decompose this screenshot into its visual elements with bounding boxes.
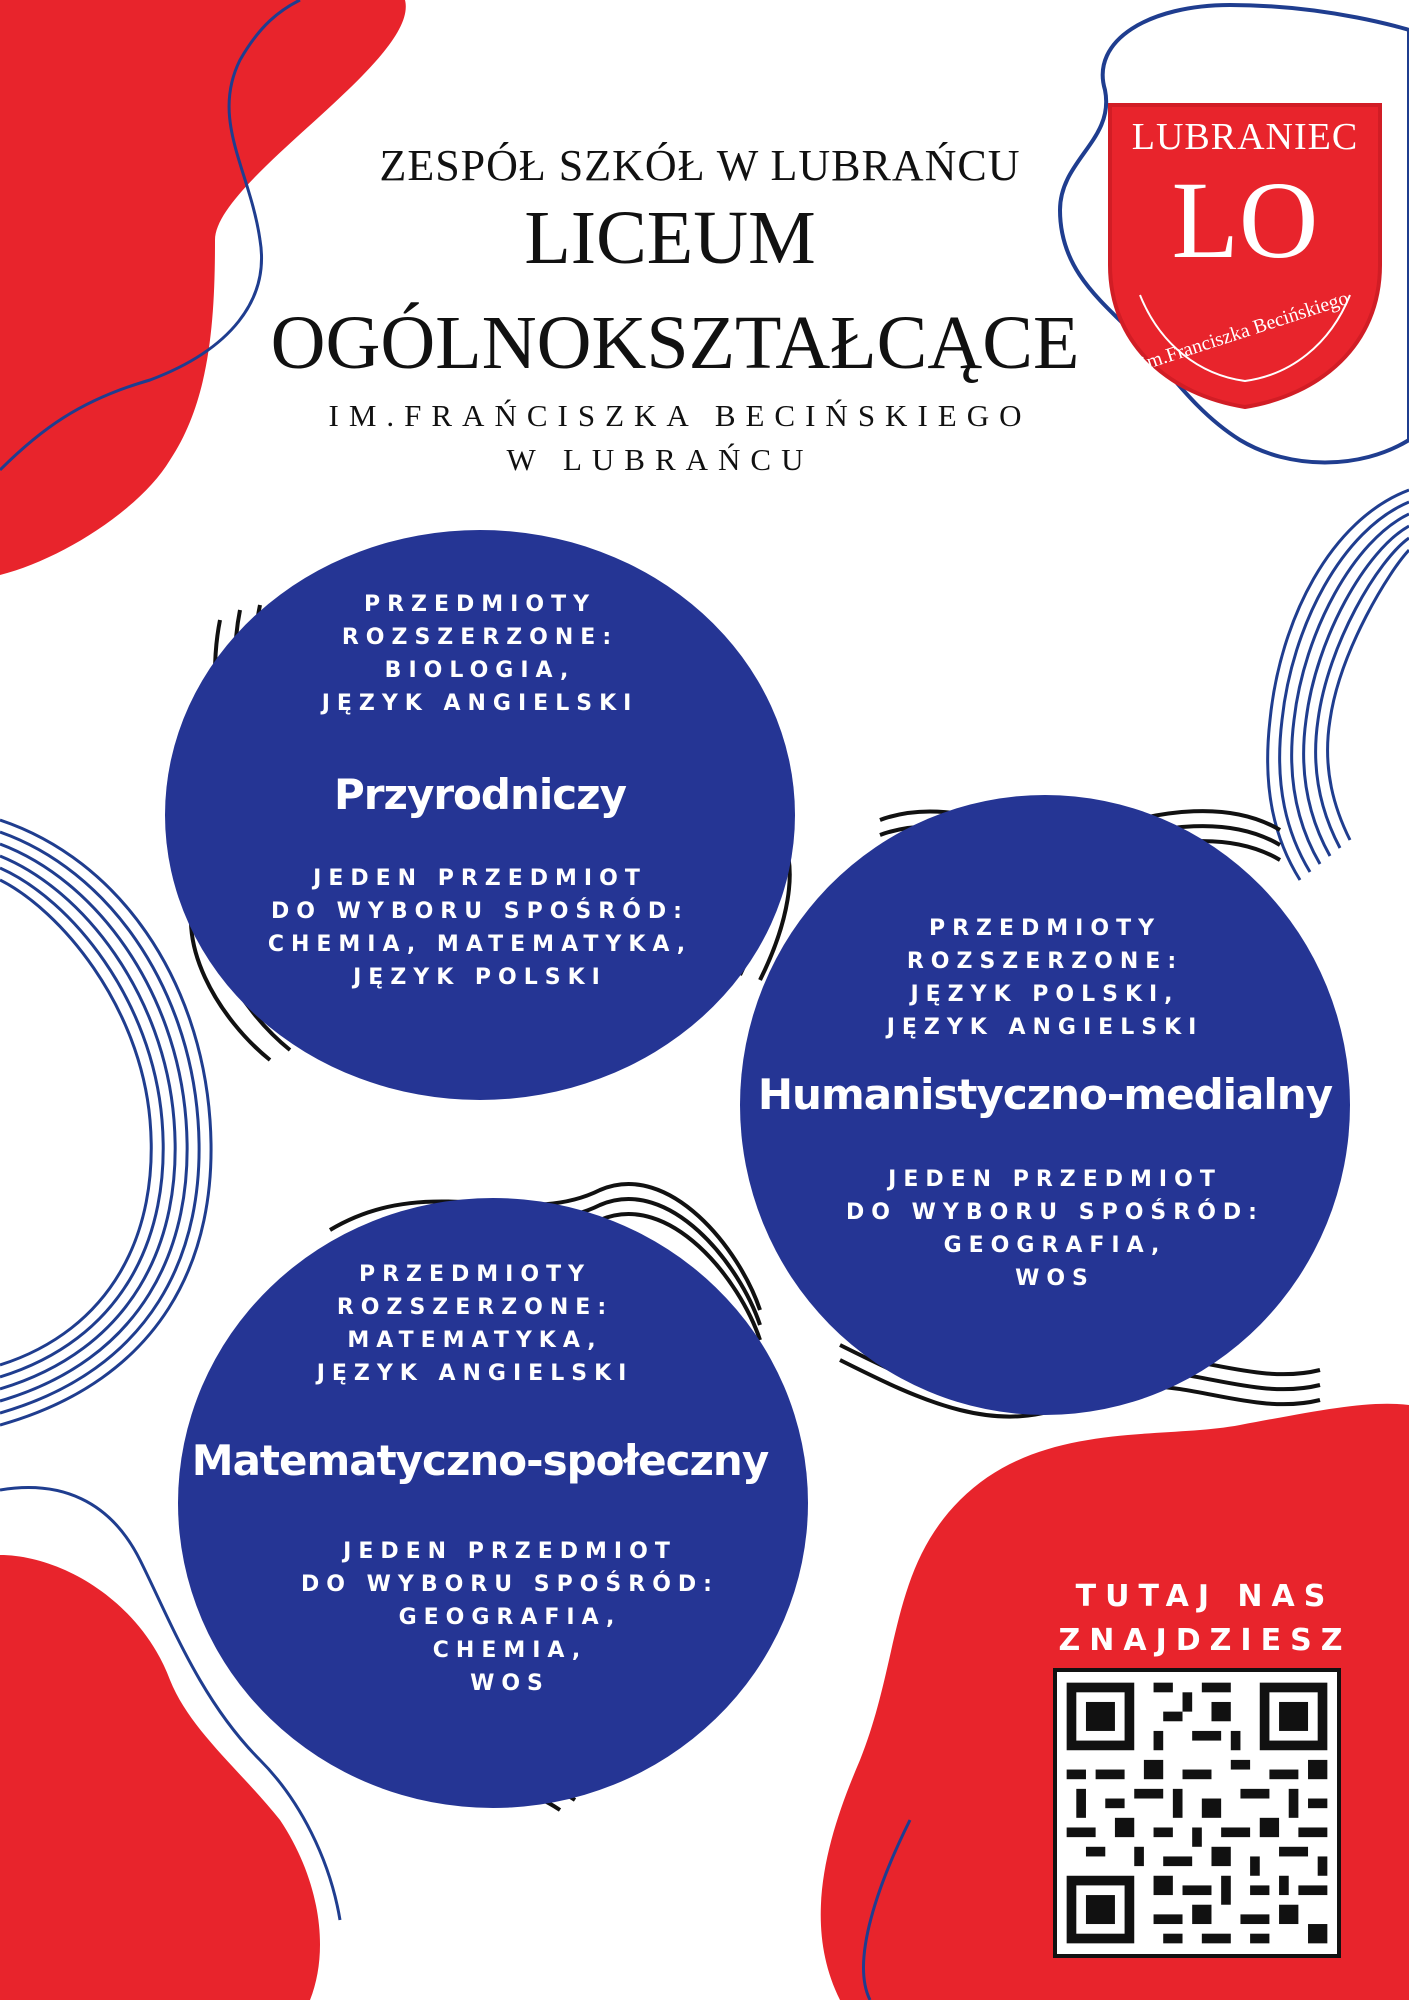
profile-choice-przyrodniczy: JEDEN PRZEDMIOT DO WYBORU SPOŚRÓD: CHEMIA, MATEMATYKA, JĘZYK POLSKI [267,866,693,990]
profile-title-przyrodniczy: Przyrodniczy [334,770,626,819]
red-blob-top-left [0,0,406,575]
logo-town: LUBRANIEC [1131,116,1359,158]
logo-abbr: LO [1171,159,1319,281]
qr-code-icon [1057,1672,1337,1954]
profile-extended-humanistyczno-medialny: PRZEDMIOTY ROZSZERZONE: JĘZYK POLSKI, JĘZYK ANGIELSKI [886,916,1204,1040]
town-name: W LUBRAŃCU [506,442,814,477]
profile-extended-przyrodniczy: PRZEDMIOTY ROZSZERZONE: BIOLOGIA, JĘZYK ANGIELSKI [321,592,639,716]
profile-extended-matematyczno-spoleczny: PRZEDMIOTY ROZSZERZONE: MATEMATYKA, JĘZYK ANGIELSKI [316,1262,634,1386]
profile-choice-matematyczno-spoleczny: JEDEN PRZEDMIOT DO WYBORU SPOŚRÓD: GEOGRAFIA, CHEMIA, WOS [301,1539,719,1696]
patron-name: IM.FRAŃCISZKA BECIŃSKIEGO [328,398,1032,433]
profile-title-matematyczno-spoleczny: Matematyczno-społeczny [191,1436,769,1485]
school-logo [1100,95,1390,415]
qr-label: TUTAJ NAS ZNAJDZIESZ [1058,1579,1352,1658]
school-name: ZESPÓŁ SZKÓŁ W LUBRAŃCU [379,141,1021,190]
page-title-line1: LICEUM [524,196,816,280]
logo-patron: im.Franciszka Becińskiego [1138,287,1352,375]
profile-title-humanistyczno-medialny: Humanistyczno-medialny [757,1070,1333,1119]
page-title-line2: OGÓLNOKSZTAŁCĄCE [270,301,1080,385]
profile-choice-humanistyczno-medialny: JEDEN PRZEDMIOT DO WYBORU SPOŚRÓD: GEOGRAFIA, WOS [846,1167,1264,1291]
qr-code[interactable] [1053,1668,1341,1958]
